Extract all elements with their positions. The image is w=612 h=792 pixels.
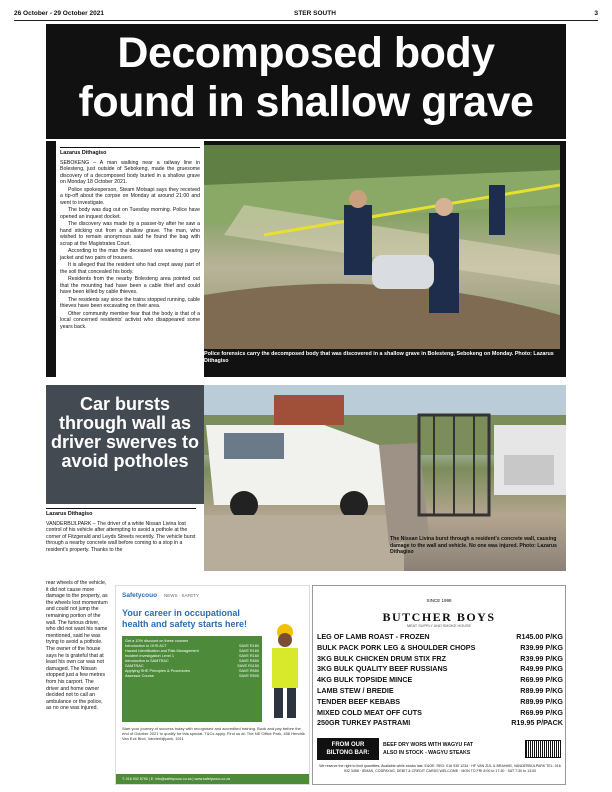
story2-byline: Lazarus Dithagiso [46,508,196,518]
lead-byline: Lazarus Dithagiso [60,147,200,157]
course-name: Incident Investigation Level 1 [125,654,174,658]
product-price: R49.99 P/KG [520,664,563,674]
course-name: Get a 10% discount on these courses [125,639,189,643]
product-name: 3KG BULK CHICKEN DRUM STIX FRZ [317,653,446,663]
course-price: SAVE R160 [239,654,259,658]
lead-headline-line2: found in shallow grave [78,78,534,126]
price-list-item [317,643,563,654]
lead-headline [46,24,566,127]
issue-date: 26 October - 29 October 2021 [14,10,104,17]
price-list-item [317,632,563,643]
butcher-tagline: MEAT SUPPLY AND SMOKE HOUSE [406,624,472,628]
product-name: LEG OF LAMB ROAST - FROZEN [317,632,430,641]
lead-headline-box [46,24,566,139]
product-price: R69.99 P/KG [520,707,563,717]
butcher-fineprint: We reserve the right to limit quantities. Available while stocks last. E&OE. RED: 016 930 1234 · HF VAN ZIJL & BRAHMS, VANDERBIJLPARK TEL: 016 932 3456 · IEMAS, CODPAYAG, DEBIT & CREDIT CARDS WELCOME · MON TO FRI 8:00 to 17:30 · SAT 7:30 to 13:00 [319,764,561,773]
butcher-since: SINCE 1998 [426,598,452,603]
product-price: R39.99 P/KG [520,653,563,663]
story2-headline-box [46,385,204,504]
story2-paragraph: VANDERBIJLPARK – The driver of a white Nissan Livina lost control of his vehicle after attempting to avoid a pothole at the corner of Fitzgerald and Leyds Streets recently. The vehicle burst through a nearby concrete wall before coming to a stop in a resident's property. Thanks to the [46,520,196,553]
course-list [122,636,262,722]
product-price: R39.99 P/KG [520,642,563,652]
lead-photo [204,145,560,349]
page-number: 3 [594,10,598,17]
lead-paragraph: Police spokesperson, Steam Motsapi says they received a tip-off about the corpse on Monday at around 21:00 and went to investigate. [60,186,200,206]
product-price: R89.99 P/KG [520,696,563,706]
safety-ad-title: Your career in occupational health and safety starts here! [122,608,248,629]
product-name: TENDER BEEF KEBABS [317,696,401,706]
course-name: Applying SHE Principles & Procedures [125,669,190,673]
course-name: Assessor Course [125,674,154,678]
course-name: Introduction to SAMTRAC [125,659,169,663]
story2-text-intro [46,508,196,578]
safety-logo-sub: NEWS · SAFETY [164,593,200,598]
product-price: R19.95 P/PACK [511,718,563,728]
biltong-message-line2: ALSO IN STOCK - WAGYU STEAKS [383,750,471,756]
lead-headline-line1: Decomposed body [117,29,495,77]
lead-paragraph: The residents say since the trains stopped running, cable thieves have been excavating on their area. [60,296,200,309]
safety-logo: Safetycouo [122,592,158,599]
story2-photo-caption: The Nissan Livina burst through a resident's concrete wall, causing damage to the wall and vehicle. No one was injured. Photo: Lazarus Dithagiso [390,536,557,555]
butcher-brand: BUTCHER BOYS [382,610,496,624]
lead-paragraph: The discovery was made by a passer-by after he saw a hand sticking out from a shallow grave. The man, who wished to remain anonymous said he found the bag with scrap at the Magistrates Court. [60,221,200,247]
product-name: MIXED COLD MEAT OFF CUTS [317,707,422,717]
course-row [125,674,259,679]
course-name: Hazard Identification and Risk Management [125,649,199,653]
course-price: SAVE R650 [239,659,259,663]
lead-paragraph: According to the man the deceased was wearing a grey jacket and two pairs of trousers. [60,248,200,261]
price-list [317,632,563,729]
story2-text-continued [46,580,108,786]
safety-ad-fineprint: Start your journey of success today with recognised and accredited training. Book and pay before the end of October 2021 to qualify for this special. T&Cs apply. Find us at: The NE Office Park, 456 Hendrik Van Eck Blvd, Vanderbijlpark, 1911 [122,726,305,741]
course-price: SAVE R1150 [237,664,259,668]
product-name: 3KG BULK QUALITY BEEF RUSSIANS [317,664,448,674]
product-name: 4KG BULK TOPSIDE MINCE [317,675,413,685]
price-list-item [317,718,563,729]
lead-paragraph: The body was dug out on Tuesday morning. Police have opened an inquest docket. [60,207,200,220]
price-list-item [317,697,563,708]
price-list-item [317,708,563,719]
product-name: BULK PACK PORK LEG & SHOULDER CHOPS [317,642,476,652]
barcode-icon [525,740,561,758]
product-name: 250GR TURKEY PASTRAMI [317,718,411,728]
page-header [14,8,598,20]
safety-ad-contact: T: 016 932 8790 | E: info@safetycouo.co.za | www.safetycouo.co.za [116,774,309,784]
safety-course-advert [115,585,310,785]
newspaper-name: STER SOUTH [294,10,336,17]
biltong-message-line1: BEEF DRY WORS WITH WAGYU FAT [383,742,474,748]
biltong-bar-message [383,738,525,760]
lead-photo-caption: Police forensics carry the decomposed body that was discovered in a shallow grave in Bolesteng, Sebokeng on Monday. Photo: Lazarus Dithagiso [204,351,554,364]
lead-paragraph: Other community member fear that the body is that of a local concerned residents' activist who disappeared some years back. [60,310,200,330]
course-price: SAVE R180 [239,644,259,648]
lead-story [46,141,566,377]
lead-paragraph: It is alleged that the resident who had crept away part of the soil that concealed his body. [60,262,200,275]
biltong-bar-label [317,738,379,760]
course-name: SAMTRAC [125,664,144,668]
lead-body [60,160,200,331]
course-price: SAVE R500 [239,674,259,678]
header-divider [14,20,598,21]
butcher-advert [312,585,566,785]
price-list-item [317,686,563,697]
biltong-label-line2: BILTONG BAR: [326,750,370,756]
story2-headline: Car bursts through wall as driver swerves to avoid potholes [50,394,200,471]
product-price: R145.00 P/KG [516,632,563,641]
price-list-item [317,664,563,675]
safety-worker-image [262,620,308,720]
lead-paragraph: Residents from the nearby Bolesteng area pointed out that the mounting had have been a cable thief and could have been killed by cable thieves. [60,276,200,295]
course-price: SAVE R160 [239,649,259,653]
product-price: R89.99 P/KG [520,685,563,695]
course-name: Introduction to OHS ACT [125,644,167,648]
price-list-item [317,675,563,686]
product-name: LAMB STEW / BREDIE [317,685,394,695]
lead-paragraph: SEBOKENG – A man walking near a railway line in Bolesteng, just outside of Sebokeng, made the gruesome discovery of a decomposed body buried in a shallow grave on Monday 18 October 2021. [60,159,200,185]
price-list-item [317,654,563,665]
product-price: R69.99 P/KG [520,675,563,685]
biltong-bar-banner [317,738,563,760]
lead-story-text [56,141,204,377]
course-price: SAVE R550 [239,669,259,673]
story2-paragraph: rear wheels of the vehicle, it did not cause more damage to the property, as the wheels lost momentum and could not jump the remaining portion of the wall. The furious driver, who did not want his name mentioned, said he was trying to avoid a pothole. The owner of the house says he is grateful that at least his own car was not damaged. The Nissan stopped just a few metres from his carport. The driver and home owner decided not to call an ambulance or the police, as no one was injured. [46,580,108,712]
biltong-label-line1: FROM OUR [331,742,365,748]
